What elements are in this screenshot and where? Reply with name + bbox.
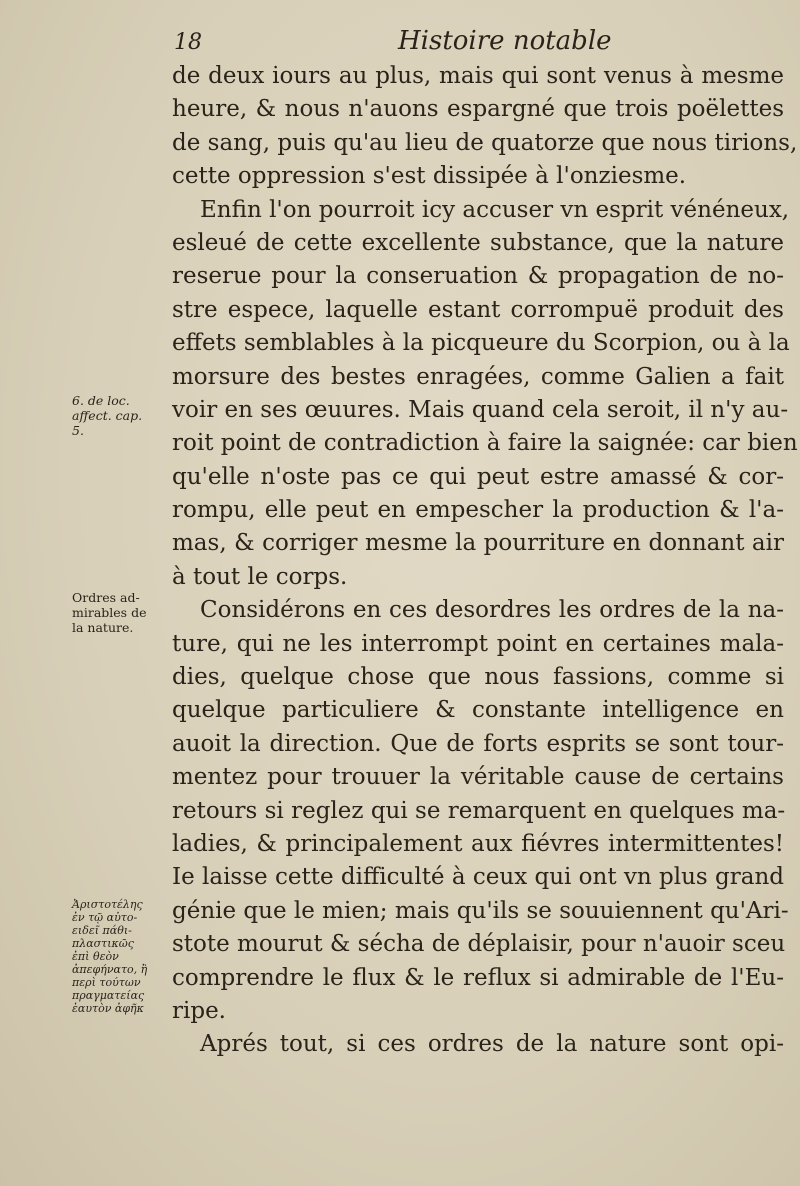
- text-line: ripe.: [172, 997, 226, 1024]
- margin-note-line: mirables de: [72, 605, 147, 620]
- text-line: Considérons en ces desordres les ordres de la na-: [200, 597, 784, 624]
- margin-note-line: ἀπεφήνατο, ἢ: [72, 963, 148, 976]
- text-line: Enfin l'on pourroit icy accuser vn esprit vénéneux,: [200, 196, 790, 223]
- text-line: ladies, & principalement aux fiévres intermittentes!: [172, 830, 784, 857]
- text-line: de sang, puis qu'au lieu de quatorze que nous tirions,: [172, 129, 798, 156]
- margin-note-line: ειδεῖ πάθι-: [72, 924, 132, 937]
- text-line: rompu, elle peut en empescher la production & l'a-: [172, 497, 784, 524]
- text-line: ture, qui ne les interrompt point en certaines mala-: [172, 630, 784, 657]
- text-line: heure, & nous n'auons espargné que trois poëlettes: [172, 96, 784, 123]
- margin-note-line: la nature.: [72, 620, 134, 635]
- margin-note-line: ἐπὶ θεὸν: [72, 950, 119, 963]
- text-line: qu'elle n'oste pas ce qui peut estre amassé & cor-: [172, 463, 784, 490]
- text-line: génie que le mien; mais qu'ils se souuiennent qu'Ari-: [172, 897, 789, 924]
- margin-note-galien-reference: [72, 393, 167, 438]
- text-line: Aprés tout, si ces ordres de la nature sont opi-: [200, 1031, 784, 1058]
- margin-note-ordres: [72, 590, 167, 635]
- text-line: reserue pour la conseruation & propagation de no-: [172, 263, 784, 290]
- margin-note-line: 6. de loc.: [72, 393, 130, 408]
- margin-note-line: περὶ τούτων: [72, 976, 141, 989]
- text-line: auoit la direction. Que de forts esprits se sont tour-: [172, 730, 784, 757]
- margin-note-line: πραγματείας: [72, 989, 145, 1002]
- page-number: 18: [174, 30, 202, 55]
- margin-note-greek: [72, 898, 167, 1015]
- text-line: quelque particuliere & constante intelligence en: [172, 697, 784, 724]
- margin-note-line: 5.: [72, 423, 84, 438]
- body-text: [172, 60, 798, 1062]
- text-line: effets semblables à la picqueure du Scorpion, ou à la: [172, 330, 790, 357]
- text-line: voir en ses œuures. Mais quand cela seroit, il n'y au-: [172, 396, 789, 423]
- text-line: à tout le corps.: [172, 563, 348, 590]
- margin-note-line: Ordres ad-: [72, 590, 140, 605]
- text-line: mas, & corriger mesme la pourriture en donnant air: [172, 530, 784, 557]
- running-title: Histoire notable: [398, 26, 612, 56]
- text-line: esleué de cette excellente substance, que la nature: [172, 229, 784, 256]
- text-line: stre espece, laquelle estant corrompuë produit des: [172, 296, 784, 323]
- margin-note-line: Ἀριστοτέλης: [72, 898, 143, 911]
- margin-note-line: affect. cap.: [72, 408, 143, 423]
- margin-note-line: ἐν τῷ αὐτο-: [72, 911, 138, 924]
- text-line: mentez pour trouuer la véritable cause de certains: [172, 764, 784, 791]
- text-line: cette oppression s'est dissipée à l'onziesme.: [172, 163, 687, 190]
- text-line: roit point de contradiction à faire la saignée: car bien: [172, 430, 798, 457]
- text-line: morsure des bestes enragées, comme Galien a fait: [172, 363, 784, 390]
- margin-note-line: πλαστικῶς: [72, 937, 134, 950]
- text-line: de deux iours au plus, mais qui sont venus à mesme: [172, 63, 784, 89]
- text-line: stote mourut & sécha de déplaisir, pour n'auoir sceu: [172, 931, 786, 958]
- text-line: retours si reglez qui se remarquent en quelques ma-: [172, 797, 786, 824]
- text-line: dies, quelque chose que nous fassions, comme si: [172, 664, 784, 691]
- text-line: comprendre le flux & le reflux si admirable de l'Eu-: [172, 964, 784, 991]
- text-line: Ie laisse cette difficulté à ceux qui ont vn plus grand: [172, 864, 784, 891]
- margin-note-line: ἑαυτὸν ἀφῆκ: [72, 1002, 144, 1015]
